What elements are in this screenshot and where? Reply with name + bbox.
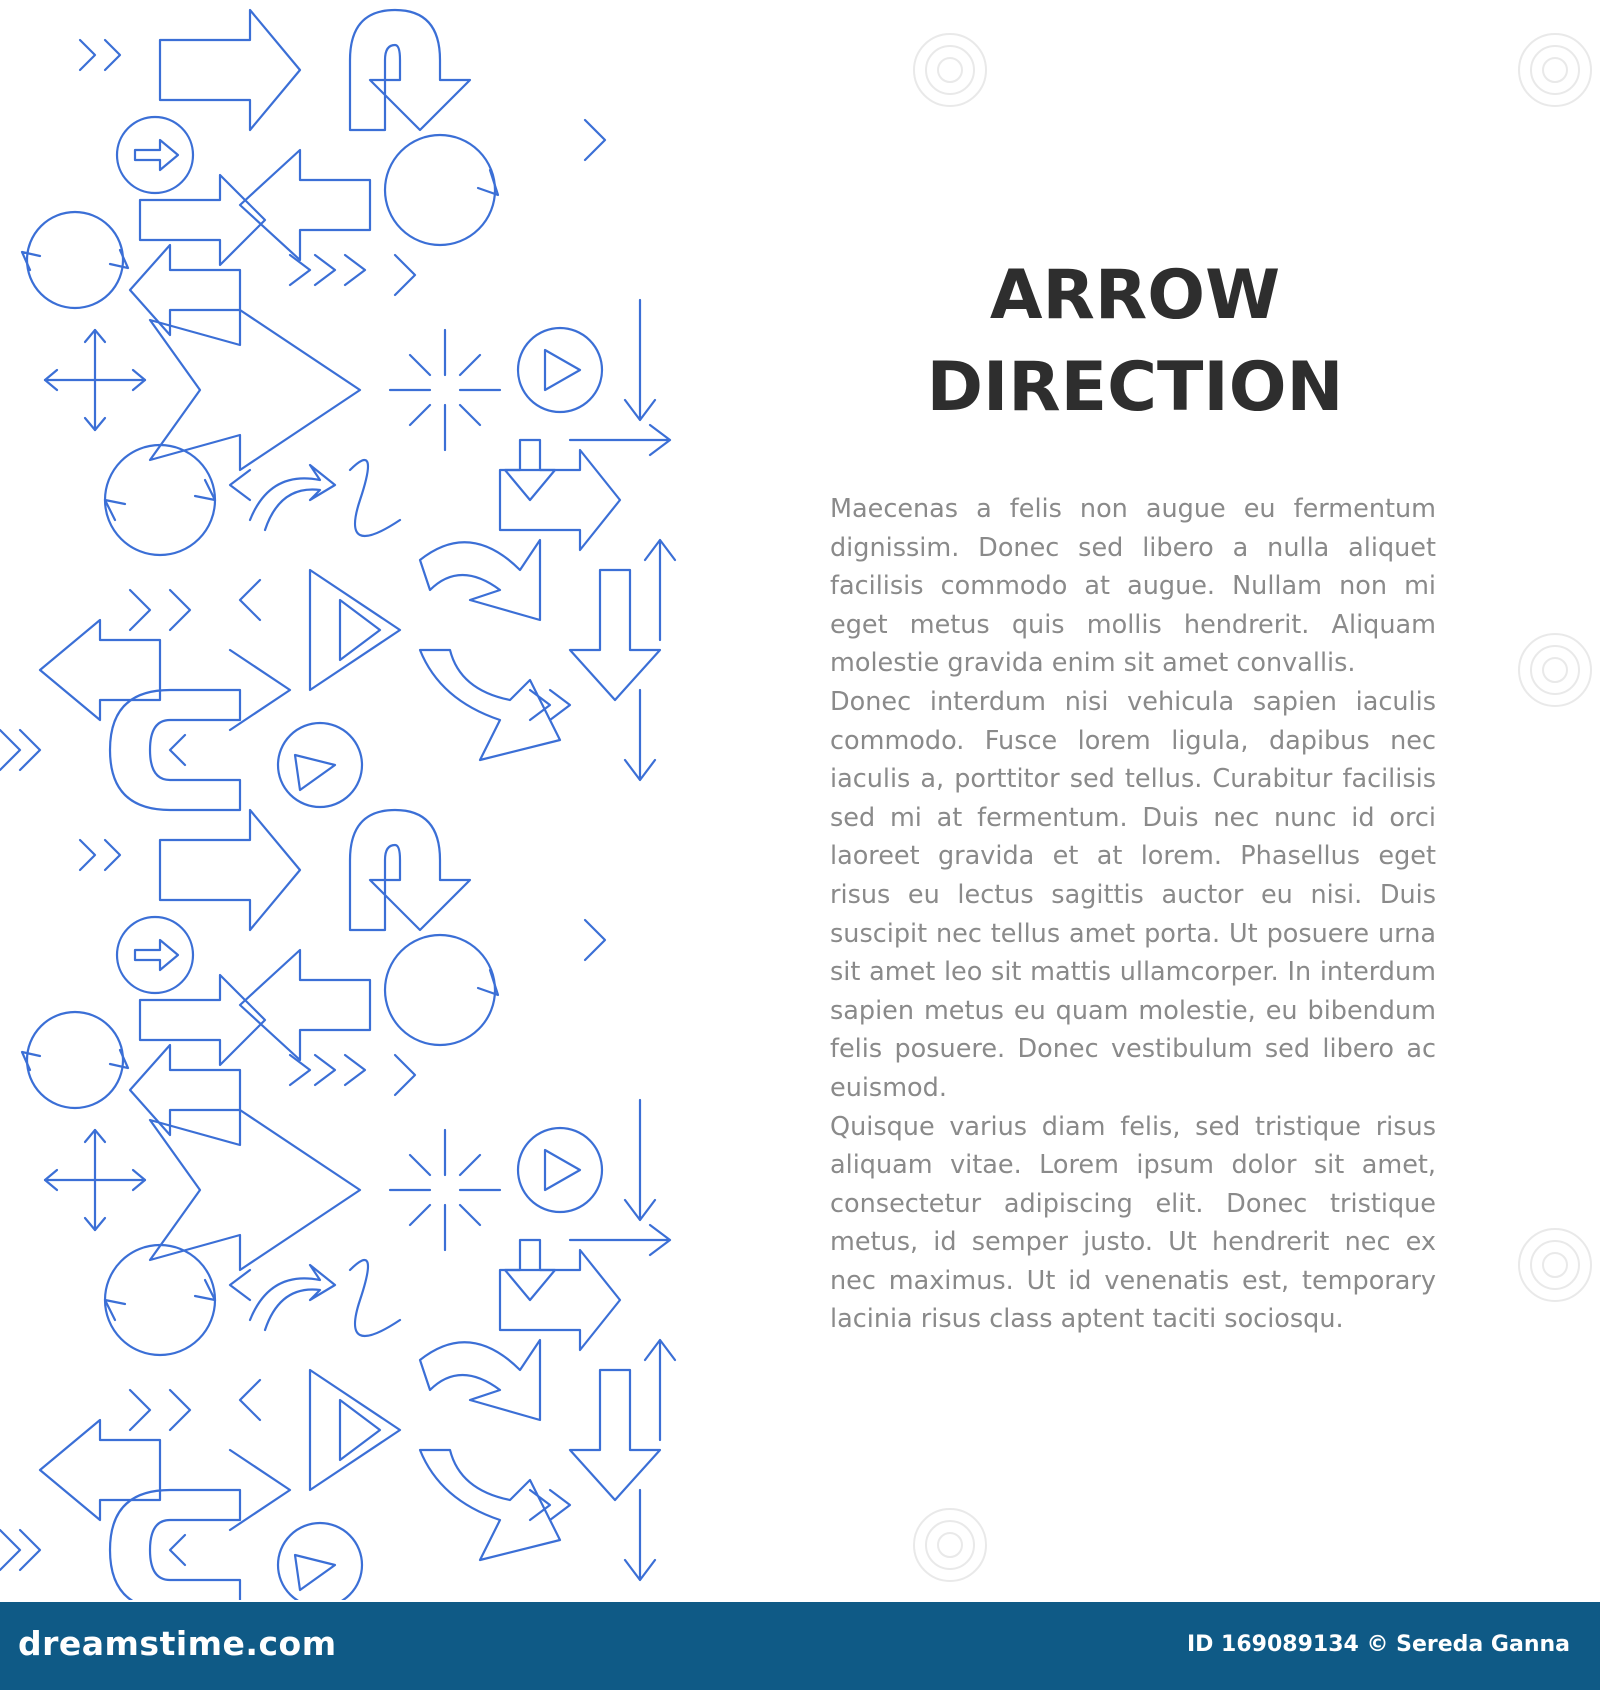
- arrow-line-pattern: [0, 0, 690, 1600]
- watermark-spiral-icon: [914, 1509, 986, 1581]
- footer-credit: ID 169089134 © Sereda Ganna: [1186, 1632, 1570, 1657]
- paragraph-2: Donec interdum nisi vehicula sapien iaculis commodo. Fusce lorem ligula, dapibus nec iaculis a, porttitor sed tellus. Curabitur facilisis sed mi at fermentum. Duis nec nunc id orci laoreet gravida et at lorem. Phasellus eget risus eu lectus sagittis auctor eu nisi. Duis suscipit nec tellus amet porta. Ut posuere urna sit amet leo sit mattis ullamcorper. In interdum sapien metus eu quam molestie, eu bibendum felis posuere. Donec vestibulum sed libero ac euismod.: [830, 686, 1436, 1103]
- paragraph-3: Quisque varius diam felis, sed tristique risus aliquam vitae. Lorem ipsum dolor sit amet, consectetur adipiscing elit. Donec tristique metus, id semper justo. Ut hendrerit nec ex nec maximus. Ut id venenatis est, temporary lacinia risus class aptent taciti sociosqu.: [830, 1111, 1436, 1335]
- footer-brand[interactable]: dreamstime.com: [18, 1624, 337, 1663]
- body-text: [830, 490, 1436, 1339]
- watermark-spiral-icon: [914, 34, 986, 106]
- footer-bar: [0, 1602, 1600, 1690]
- title-line-1: ARROW: [989, 256, 1281, 335]
- watermark-spiral-icon: [1519, 1229, 1591, 1301]
- title-line-2: DIRECTION: [926, 348, 1344, 427]
- page-title: [870, 250, 1400, 434]
- paragraph-1: Maecenas a felis non augue eu fermentum dignissim. Donec sed libero a nulla aliquet facilisis commodo at augue. Nullam non mi eget metus quis mollis hendrerit. Aliquam molestie gravida enim sit amet convallis.: [830, 494, 1436, 679]
- watermark-spiral-icon: [1519, 634, 1591, 706]
- watermark-spiral-icon: [1519, 34, 1591, 106]
